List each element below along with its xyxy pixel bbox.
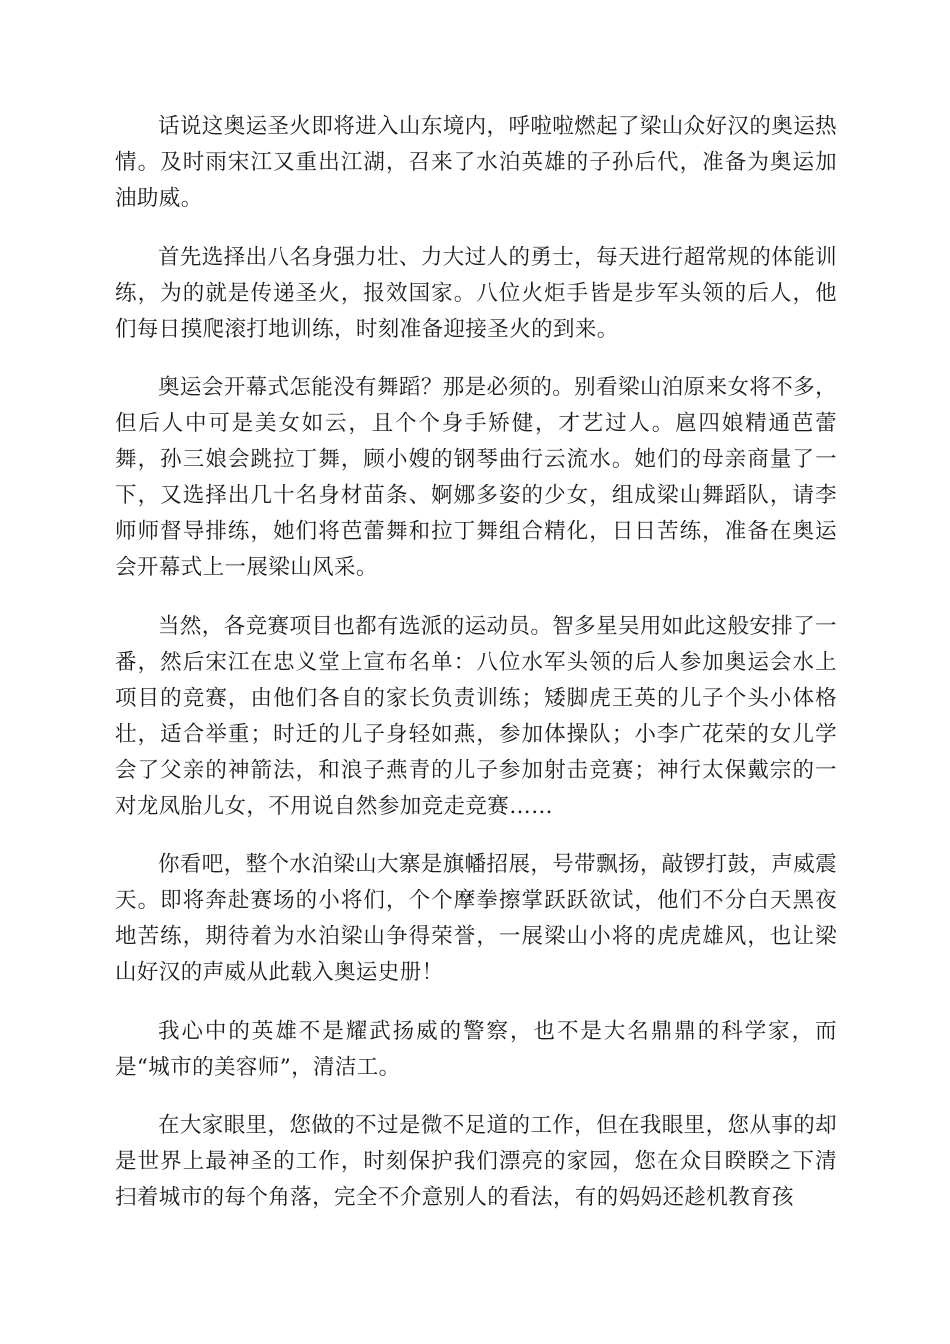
paragraph-3: 奥运会开幕式怎能没有舞蹈？那是必须的。别看梁山泊原来女将不多，但后人中可是美女如云，且个个身手矫健，才艺过人。扈四娘精通芭蕾舞，孙三娘会跳拉丁舞，顾小嫂的钢琴曲行云流水。她们的母亲商量了一下，又选择出几十名身材苗条、婀娜多姿的少女，组成梁山舞蹈队，请李师师督导排练，她们将芭蕾舞和拉丁舞组合精化，日日苦练，准备在奥运会开幕式上一展梁山风采。 <box>115 375 837 580</box>
paragraph-6: 我心中的英雄不是耀武扬威的警察，也不是大名鼎鼎的科学家，而是“城市的美容师”，清洁工。 <box>115 1018 837 1080</box>
paragraph-7: 在大家眼里，您做的不过是微不足道的工作，但在我眼里，您从事的却是世界上最神圣的工作，时刻保护我们漂亮的家园，您在众目睽睽之下清扫着城市的每个角落，完全不介意别人的看法，有的妈妈还趁机教育孩 <box>115 1113 837 1210</box>
paragraph-1: 话说这奥运圣火即将进入山东境内，呼啦啦燃起了梁山众好汉的奥运热情。及时雨宋江又重出江湖，召来了水泊英雄的子孙后代，准备为奥运加油助威。 <box>115 114 837 211</box>
paragraph-2: 首先选择出八名身强力壮、力大过人的勇士，每天进行超常规的体能训练，为的就是传递圣火，报效国家。八位火炬手皆是步军头领的后人，他们每日摸爬滚打地训练，时刻准备迎接圣火的到来。 <box>115 244 837 342</box>
paragraph-5: 你看吧，整个水泊梁山大寨是旗幡招展，号带飘扬，敲锣打鼓，声威震天。即将奔赴赛场的小将们，个个摩拳擦掌跃跃欲试，他们不分白天黑夜地苦练，期待着为水泊梁山争得荣誉，一展梁山小将的虎虎雄风，也让梁山好汉的声威从此载入奥运史册！ <box>115 852 837 985</box>
document-body <box>115 109 837 1216</box>
paragraph-4: 当然，各竞赛项目也都有选派的运动员。智多星吴用如此这般安排了一番，然后宋江在忠义堂上宣布名单：八位水军头领的后人参加奥运会水上项目的竞赛，由他们各自的家长负责训练；矮脚虎王英的儿子个头小体格壮，适合举重；时迁的儿子身轻如燕，参加体操队；小李广花荣的女儿学会了父亲的神箭法，和浪子燕青的儿子参加射击竞赛；神行太保戴宗的一对龙凤胎儿女，不用说自然参加竞走竞赛…… <box>115 613 837 819</box>
